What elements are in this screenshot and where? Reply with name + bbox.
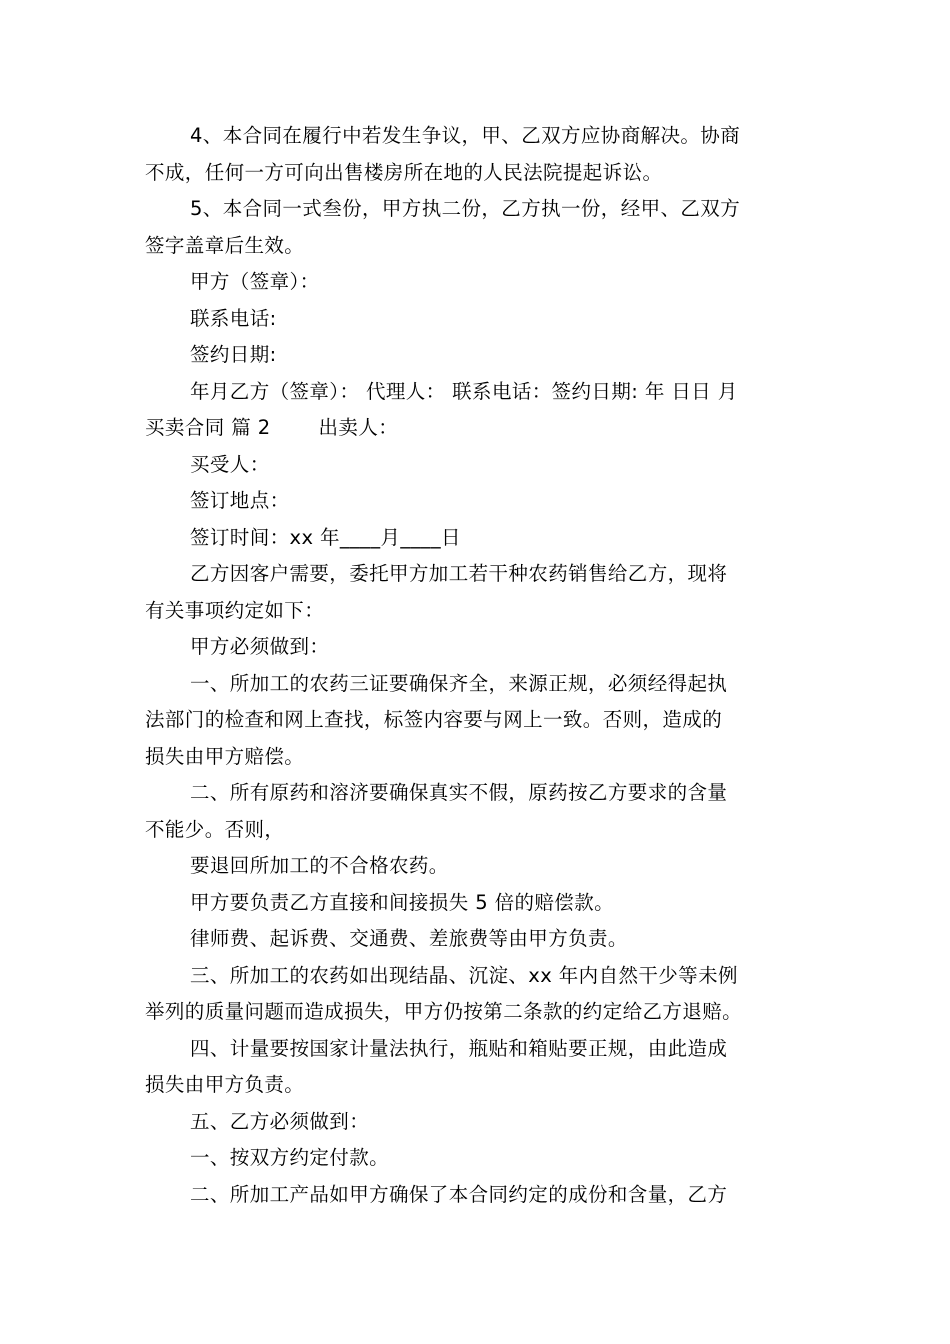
paragraph-line: 5、本合同一式叁份，甲方执二份，乙方执一份，经甲、乙双方 (190, 197, 741, 220)
signing-place-label: 签订地点： (190, 489, 290, 512)
document-body (145, 118, 807, 1213)
paragraph-line: 4、本合同在履行中若发生争议，甲、乙双方应协商解决。协商 (190, 124, 741, 147)
paragraph-line: 有关事项约定如下： (145, 598, 325, 622)
paragraph-line: 损失由甲方赔偿。 (145, 744, 305, 768)
paragraph-line: 三、所加工的农药如出现结晶、沉淀、xx 年内自然干少等未例 (190, 963, 738, 987)
paragraph-line: 五、乙方必须做到： (190, 1109, 370, 1133)
paragraph-line: 一、所加工的农药三证要确保齐全，来源正规，必须经得起执 (190, 671, 728, 695)
paragraph-line: 二、所有原药和溶济要确保真实不假，原药按乙方要求的含量 (190, 781, 728, 804)
contact-phone-label: 联系电话: (190, 306, 277, 330)
paragraph-line: 签字盖章后生效。 (145, 233, 305, 257)
paragraph-line: 法部门的检查和网上查找，标签内容要与网上一致。否则，造成的 (145, 708, 723, 731)
paragraph-line: 甲方必须做到： (190, 635, 330, 658)
paragraph-line: 四、计量要按国家计量法执行，瓶贴和箱贴要正规，由此造成 (190, 1036, 728, 1060)
buyer-label: 买受人： (190, 452, 270, 476)
section-heading-line (145, 410, 807, 447)
section-heading: 买卖合同 篇 2 (145, 416, 271, 439)
paragraph-line: 律师费、起诉费、交通费、差旅费等由甲方负责。 (190, 927, 628, 950)
paragraph-line: 举列的质量问题而造成损失，甲方仍按第二条款的约定给乙方退赔。 (145, 1000, 743, 1023)
party-b-signature-line: 年月乙方（签章）： 代理人： 联系电话：签约日期: 年 日日 月 (190, 379, 738, 403)
paragraph-line: 二、所加工产品如甲方确保了本合同约定的成份和含量，乙方 (190, 1182, 728, 1206)
paragraph-line: 损失由甲方负责。 (145, 1073, 305, 1096)
signing-time-label: 签订时间：xx 年____月____日 (190, 525, 461, 549)
paragraph-line: 乙方因客户需要，委托甲方加工若干种农药销售给乙方，现将 (190, 562, 728, 585)
seller-label: 出卖人： (318, 416, 399, 439)
paragraph-line: 不能少。否则， (145, 817, 285, 841)
paragraph-line: 一、按双方约定付款。 (190, 1146, 390, 1169)
paragraph-line: 不成，任何一方可向出售楼房所在地的人民法院提起诉讼。 (145, 160, 663, 184)
paragraph-line: 甲方要负责乙方直接和间接损失 5 倍的赔偿款。 (190, 890, 615, 914)
signature-label-party-a: 甲方（签章）： (190, 270, 320, 293)
signing-date-label: 签约日期: (190, 343, 277, 366)
paragraph-line: 要退回所加工的不合格农药。 (190, 854, 449, 877)
